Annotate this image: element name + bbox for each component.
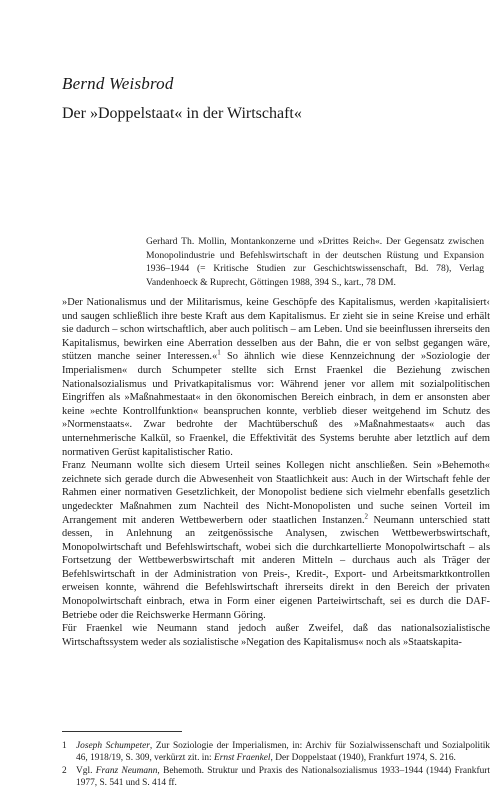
footnote-citation: , Der Doppelstaat (1940), Frankfurt 1974, S. 216. <box>270 753 456 764</box>
article-title: Der »Doppelstaat« in der Wirtschaft« <box>62 105 302 122</box>
article-body <box>62 296 490 649</box>
footnote-author: Joseph Schumpeter <box>76 741 150 751</box>
paragraph-text: Neumann unterschied statt dessen, in Anlehnung an zeitgenössische Analysen, zwischen Wettbewerbswirtschaft, Monopolwirtschaft und Befehlswirtschaft, wobei sich die durchkartellierte Monopolwirtschaft – als Fortsetzung der Wettbewerbswirtschaft mit anderen Mitteln – durchaus auch als Träger der Befehlswirtschaft in der Administration von Preis-, Kredit-, Export- und Arbeitsmarktkontrollen erweisen konnte, während die Befehlswirtschaft ihrerseits direkt in den Bereich der privaten Monopolwirtschaft einbrach, etwa in Form einer eigenen Parteiwirtschaft, sei es durch die DAF-Betriebe oder die Reichswerke Hermann Göring. <box>62 514 490 621</box>
footnotes <box>62 740 490 790</box>
footnote-text <box>76 740 490 765</box>
reviewed-work-citation: Gerhard Th. Mollin, Montankonzerne und »Drittes Reich«. Der Gegensatz zwischen Monopolindustrie und Befehlswirtschaft in der deutschen Rüstung und Expansion 1936–1944 (= Kritische Studien zur Geschichtswissenschaft, Bd. 78), Verlag Vandenhoeck & Ruprecht, Göttingen 1988, 394 S., kart., 78 DM. <box>146 236 484 288</box>
body-paragraph-1 <box>62 296 490 459</box>
footnote-citation: , Zur Soziologie der Imperialismen, in: Archiv für Sozialwissenschaft und Sozialpolitik 46, 1918/19, S. 309, verkürzt zit. in: <box>76 741 490 764</box>
body-paragraph-3: Für Fraenkel wie Neumann stand jedoch außer Zweifel, daß das nationalsozialistische Wirtschaftssystem weder als sozialistische »Negation des Kapitalismus« noch als »Staatskapita- <box>62 623 490 648</box>
footnote-author: Ernst Fraenkel <box>214 753 271 764</box>
footnote-1 <box>62 740 490 765</box>
footnote-number: 2 <box>62 765 67 776</box>
footnote-2 <box>62 765 490 790</box>
footnote-text <box>76 765 490 790</box>
footnote-prefix: Vgl. <box>76 765 96 776</box>
quote-text: »Der Nationalismus und der Militarismus, keine Geschöpfe des Kapitalismus, werden ›kapitalisiert‹ und saugen schließlich ihre beste Kraft aus dem Kapitalismus. Er zieht sie in seine Kreise und erhält sie dadurch – schon wirtschaftlich, aber auch politisch – am Leben. Und sie beeinflussen ihrerseits den Kapitalismus, bewirken eine Aberration desselben aus der Bahn, die er von selbst gegangen wäre, stützen manche seiner Interessen.« <box>62 297 490 363</box>
footnote-divider <box>62 731 182 732</box>
article-author: Bernd Weisbrod <box>62 74 174 93</box>
body-paragraph-2 <box>62 459 490 622</box>
paragraph-text: So ähnlich wie diese Kennzeichnung der »Soziologie der Imperialismen« durch Schumpeter stellte sich Ernst Fraenkel die Beziehung zwischen Nationalsozialismus und Privatkapitalismus vor: Während jener vor allem mit sozialpolitischen Eingriffen als »Maßnahmestaat« in den ökonomischen Bereich einbrach, in dem er ansonsten aber keine »echte Kontrollfunktion« beanspruchen konnte, verblieb dieser weitgehend im Schutz des »Normenstaats«. Zwar bedrohte der Machtüberschuß des »Maßnahmestaats« auch das unternehmerische Kalkül, so Fraenkel, die Effektivität des Systems beruhte aber letztlich auf dem normativen Gerüst kapitalistischer Ratio. <box>62 351 490 458</box>
footnote-ref-1: 1 <box>217 348 221 357</box>
footnote-ref-2: 2 <box>364 512 369 521</box>
footnote-citation: , Behemoth. Struktur und Praxis des Nationalsozialismus 1933–1944 (1944) Frankfurt 1977, S. 541 und S. 414 ff. <box>76 765 490 789</box>
footnote-author: Franz Neumann <box>95 765 158 776</box>
paragraph-text: Franz Neumann wollte sich diesem Urteil seines Kollegen nicht anschließen. Sein »Behemoth« zeichnete sich gerade durch die Abwesenheit von Staatlichkeit aus: Auch in der Wirtschaft fehle der Rahmen einer normativen Gesetzlichkeit, der Monopolist bediene sich vielmehr ebenfalls gesetzlich ungedeckter Maßnahmen zum Nachteil des Nicht-Monopolisten und suche seinen Vorteil im Arrangement mit anderen Wettbewerbern oder staatlichen Instanzen. <box>62 460 490 526</box>
footnote-number: 1 <box>62 741 67 751</box>
